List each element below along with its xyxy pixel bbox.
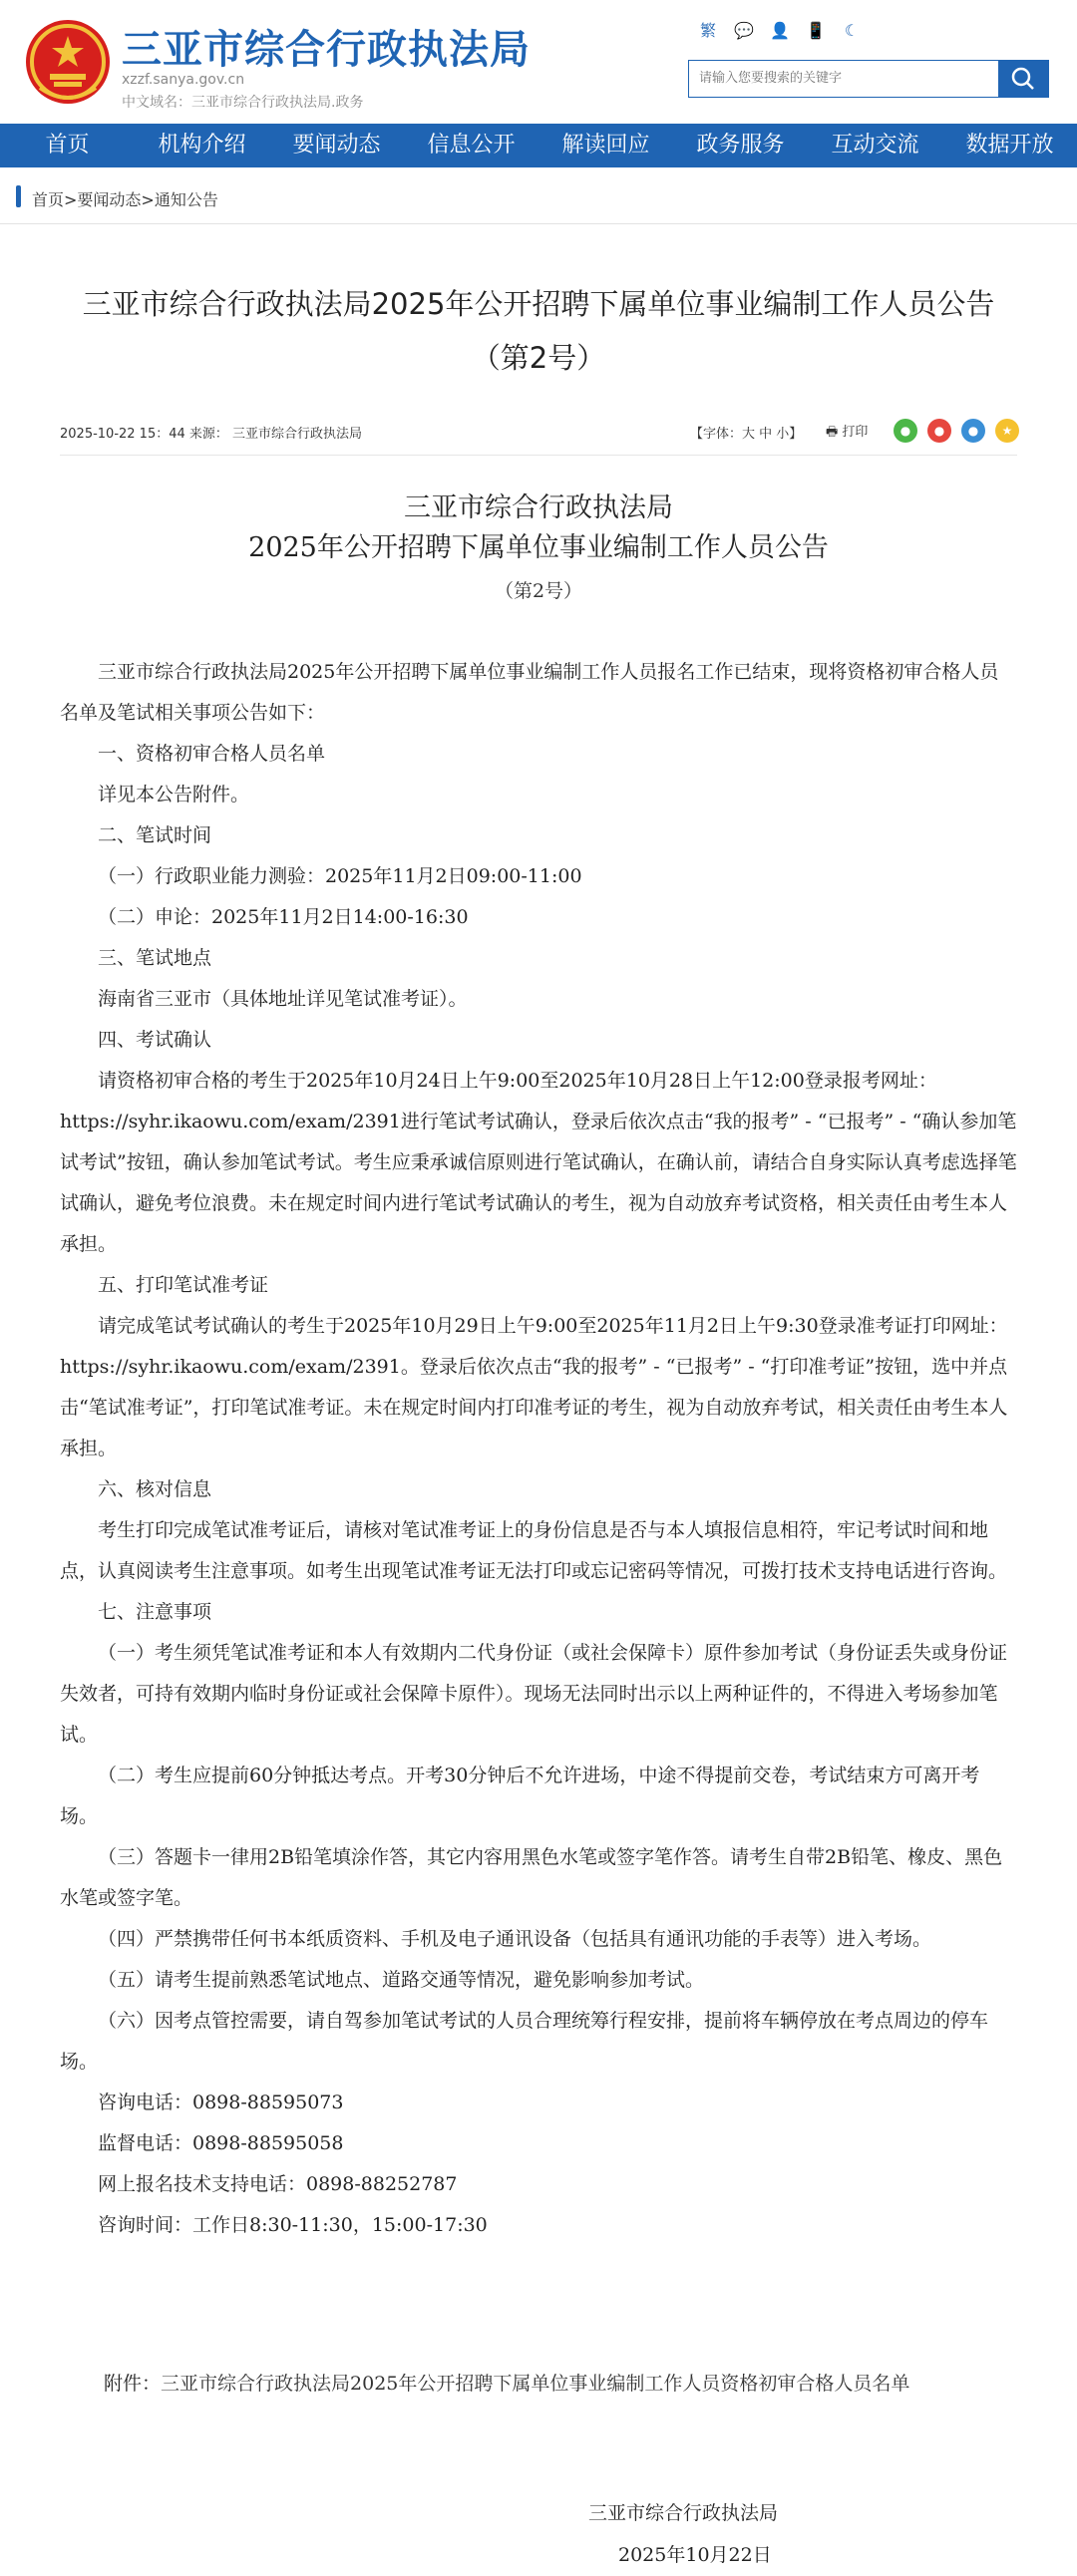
signature-date: 2025年10月22日 bbox=[618, 2544, 772, 2566]
signature-org: 三亚市综合行政执法局 bbox=[588, 2502, 779, 2524]
nav-item-open-data[interactable]: 数据开放 bbox=[965, 133, 1054, 158]
paragraph: 海南省三亚市（具体地址详见笔试准考证）。 bbox=[98, 988, 468, 1010]
document-subtitle: （第2号） bbox=[494, 580, 583, 602]
search-box bbox=[688, 60, 1049, 98]
search-button[interactable] bbox=[998, 61, 1048, 97]
paragraph: （一）行政职业能力测验：2025年11月2日09:00-11:00 bbox=[98, 865, 582, 887]
nav-item-interaction[interactable]: 互动交流 bbox=[831, 133, 919, 158]
site-title: 三亚市综合行政执法局 bbox=[122, 27, 531, 73]
search-input[interactable] bbox=[689, 61, 988, 95]
paragraph: 请完成笔试考试确认的考生于2025年10月29日上午9:00至2025年11月2日上午9:30登录准考证打印网址：https://syhr.ikaowu.com/exam/2391。登录后依次点击“我的报考” - “已报考” - “打印准考证”按钮，选中并点击“笔试准考证”，打印笔试准考证。未在规定时间内打印准考证的考生，视为自动放弃考试，相关责任由考生本人承担。 bbox=[60, 1315, 1008, 1459]
main-nav bbox=[0, 124, 1077, 167]
chat-icon[interactable]: 💬 bbox=[734, 21, 754, 40]
page-title-line1: 三亚市综合行政执法局2025年公开招聘下属单位事业编制工作人员公告 bbox=[82, 287, 995, 321]
traditional-chinese-icon[interactable]: 繁 bbox=[699, 21, 716, 40]
national-emblem-icon bbox=[24, 16, 112, 108]
night-mode-icon[interactable]: ☾ bbox=[844, 21, 860, 40]
paragraph: 考生打印完成笔试准考证后，请核对笔试准考证上的身份信息是否与本人填报信息相符，牢记考试时间和地点，认真阅读考生注意事项。如考生出现笔试准考证无法打印或忘记密码等情况，可拨打技术支持电话进行咨询。 bbox=[60, 1519, 1008, 1582]
section-heading: 二、笔试时间 bbox=[98, 824, 212, 846]
site-header bbox=[0, 0, 1077, 124]
paragraph: （六）因考点管控需要，请自驾参加笔试考试的人员合理统筹行程安排，提前将车辆停放在考点周边的停车场。 bbox=[60, 2010, 989, 2073]
article-body bbox=[60, 652, 1017, 2246]
user-icon[interactable]: 👤 bbox=[770, 21, 790, 40]
contact-line: 咨询时间：工作日8:30-11:30，15:00-17:30 bbox=[98, 2214, 488, 2236]
paragraph: （二）考生应提前60分钟抵达考点。开考30分钟后不允许进场，中途不得提前交卷，考试结束方可离开考场。 bbox=[60, 1765, 980, 1827]
site-domain: xzzf.sanya.gov.cn bbox=[122, 72, 245, 88]
favorite-star-icon[interactable]: ★ bbox=[995, 419, 1019, 443]
section-heading: 七、注意事项 bbox=[98, 1601, 212, 1623]
document-title-line2: 2025年公开招聘下属单位事业编制工作人员公告 bbox=[248, 532, 829, 563]
section-heading: 五、打印笔试准考证 bbox=[98, 1274, 269, 1296]
print-button[interactable] bbox=[826, 421, 868, 445]
print-label: 打印 bbox=[842, 425, 869, 440]
weibo-share-icon[interactable]: ● bbox=[927, 419, 951, 443]
nav-item-interpretation[interactable]: 解读回应 bbox=[561, 133, 650, 158]
section-heading: 一、资格初审合格人员名单 bbox=[98, 743, 326, 765]
qq-share-icon[interactable]: ● bbox=[961, 419, 985, 443]
paragraph: （四）严禁携带任何书本纸质资料、手机及电子通讯设备（包括具有通讯功能的手表等）进入考场。 bbox=[98, 1928, 932, 1950]
paragraph: 详见本公告附件。 bbox=[98, 784, 250, 805]
nav-item-about[interactable]: 机构介绍 bbox=[158, 133, 246, 158]
paragraph: （二）申论：2025年11月2日14:00-16:30 bbox=[98, 906, 469, 928]
printer-icon: 🖶 bbox=[826, 425, 839, 440]
site-domain-cn: 中文域名：三亚市综合行政执法局.政务 bbox=[122, 95, 364, 111]
wechat-share-icon[interactable]: ● bbox=[894, 419, 917, 443]
page-title bbox=[40, 277, 1037, 385]
breadcrumb-text[interactable]: 首页>要闻动态>通知公告 bbox=[32, 190, 218, 209]
section-heading: 三、笔试地点 bbox=[98, 947, 212, 969]
nav-item-news[interactable]: 要闻动态 bbox=[292, 133, 381, 158]
contact-line: 咨询电话：0898-88595073 bbox=[98, 2092, 344, 2113]
article-meta bbox=[60, 415, 1017, 456]
nav-item-services[interactable]: 政务服务 bbox=[696, 133, 785, 158]
paragraph: 请资格初审合格的考生于2025年10月24日上午9:00至2025年10月28日上午12:00登录报考网址：https://syhr.ikaowu.com/exam/2391进行笔试考试确认，登录后依次点击“我的报考” - “已报考” - “确认参加笔试考试”按钮，确认参加笔试考试。考生应秉承诚信原则进行笔试确认，在确认前，请结合自身实际认真考虑选择笔试确认，避免考位浪费。未在规定时间内进行笔试考试确认的考生，视为自动放弃考试资格，相关责任由考生本人承担。 bbox=[60, 1070, 1017, 1255]
search-icon bbox=[998, 61, 1048, 97]
attachment bbox=[104, 2369, 909, 2396]
attachment-link[interactable]: 三亚市综合行政执法局2025年公开招聘下属单位事业编制工作人员资格初审合格人员名单 bbox=[161, 2373, 910, 2395]
header-tools bbox=[698, 20, 862, 42]
attachment-label: 附件： bbox=[104, 2373, 162, 2395]
document-title-line1: 三亚市综合行政执法局 bbox=[404, 492, 673, 523]
page-title-line2: （第2号） bbox=[471, 341, 606, 375]
document-title bbox=[40, 488, 1037, 568]
breadcrumb-marker bbox=[16, 185, 21, 207]
nav-item-disclosure[interactable]: 信息公开 bbox=[427, 133, 516, 158]
paragraph: （五）请考生提前熟悉笔试地点、道路交通等情况，避免影响参加考试。 bbox=[98, 1969, 705, 1991]
contact-line: 网上报名技术支持电话：0898-88252787 bbox=[98, 2173, 458, 2195]
section-heading: 六、核对信息 bbox=[98, 1478, 212, 1500]
font-size-control[interactable]: 【字体：大 中 小】 bbox=[690, 427, 803, 442]
section-heading: 四、考试确认 bbox=[98, 1029, 212, 1051]
contact-line: 监督电话：0898-88595058 bbox=[98, 2132, 344, 2154]
paragraph: （一）考生须凭笔试准考证和本人有效期内二代身份证（或社会保障卡）原件参加考试（身份证丢失或身份证失效者，可持有效期内临时身份证或社会保障卡原件）。现场无法同时出示以上两种证件的，不得进入考场参加笔试。 bbox=[60, 1642, 1008, 1746]
nav-item-home[interactable]: 首页 bbox=[45, 133, 90, 158]
mobile-icon[interactable]: 📱 bbox=[806, 21, 826, 40]
paragraph: （三）答题卡一律用2B铅笔填涂作答，其它内容用黑色水笔或签字笔作答。请考生自带2B铅笔、橡皮、黑色水笔或签字笔。 bbox=[60, 1846, 1003, 1909]
publish-info: 2025-10-22 15：44 来源： 三亚市综合行政执法局 bbox=[60, 427, 363, 442]
paragraph: 三亚市综合行政执法局2025年公开招聘下属单位事业编制工作人员报名工作已结束，现将资格初审合格人员名单及笔试相关事项公告如下： bbox=[60, 661, 999, 724]
signature bbox=[588, 2492, 927, 2576]
breadcrumb bbox=[0, 167, 1077, 224]
share-buttons bbox=[894, 419, 1019, 443]
